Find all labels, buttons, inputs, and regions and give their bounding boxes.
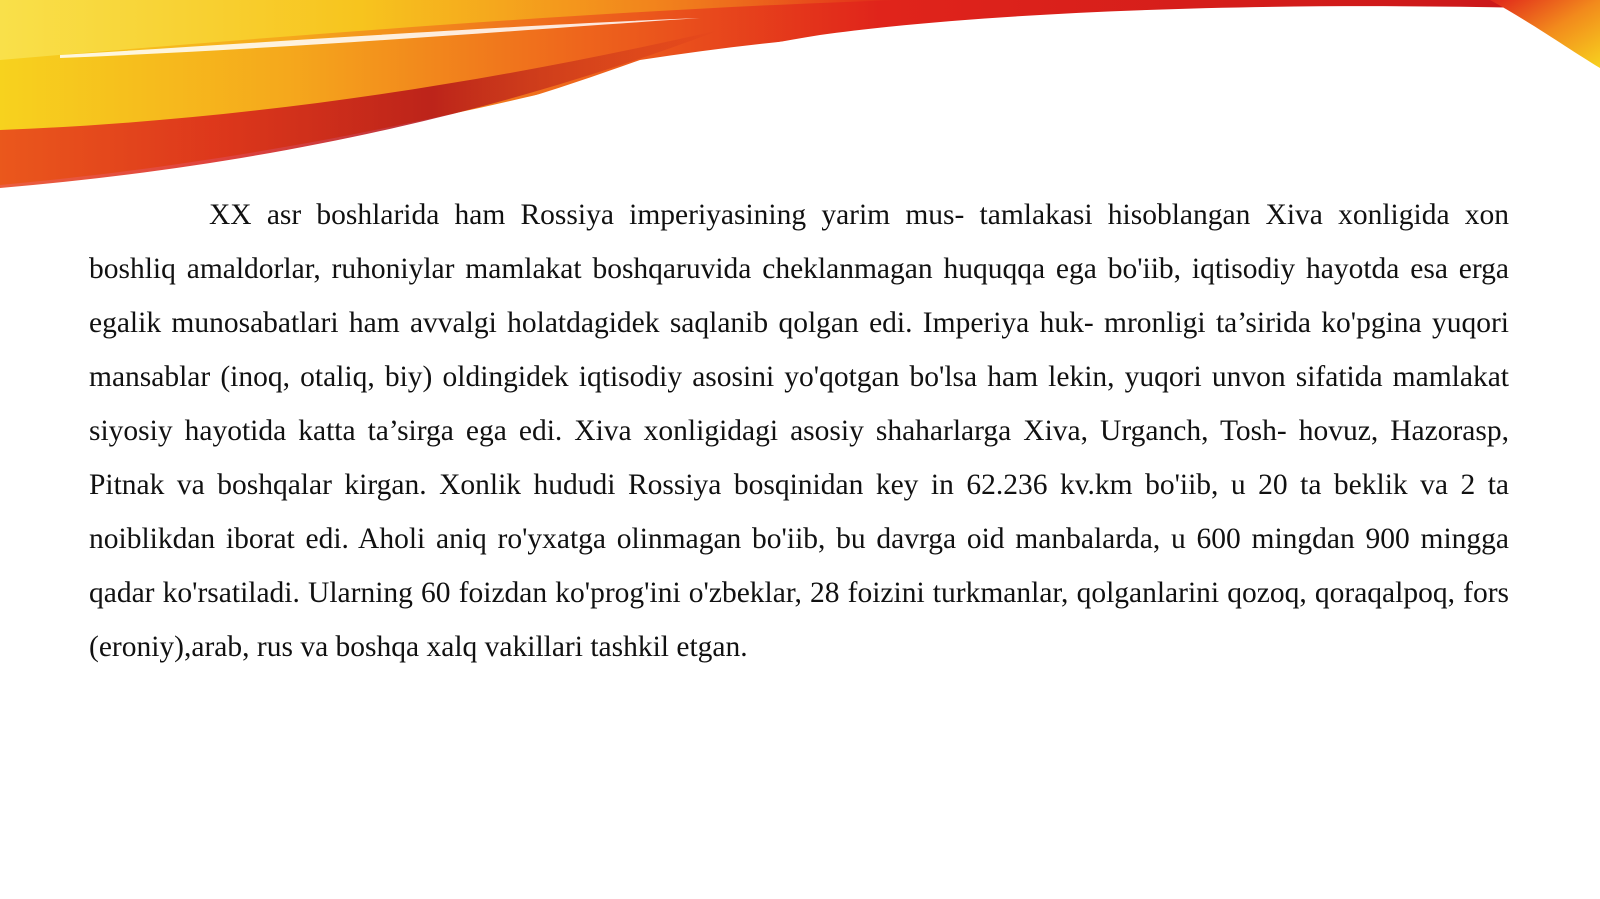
decorative-swoosh-banner (0, 0, 1600, 200)
body-paragraph: XX asr boshlarida ham Rossiya imperiyasining yarim mus- tamlakasi hisoblangan Xiva xonligida xon boshliq amaldorlar, ruhoniylar mamlakat boshqaruvida cheklanmagan huquqqa ega bo'iib, iqtisodiy hayotda esa erga egalik munosabatlari ham avvalgi holatdagidek saqlanib qolgan edi. Imperiya huk- mronligi ta’sirida ko'pgina yuqori mansablar (inoq, otaliq, biy) oldingidek iqtisodiy asosini yo'qotgan bo'lsa ham lekin, yuqori unvon sifatida mamlakat siyosiy hayotida katta ta’sirga ega edi. Xiva xonligidagi asosiy shaharlarga Xiva, Urganch, Tosh- hovuz, Hazorasp, Pitnak va boshqalar kirgan. Xonlik hududi Rossiya bosqinidan key in 62.236 kv.km bo'iib, u 20 ta beklik va 2 ta noiblikdan iborat edi. Aholi aniq ro'yxatga olinmagan bo'iib, bu davrga oid manbalarda, u 600 mingdan 900 mingga qadar ko'rsatiladi. Ularning 60 foizdan ko'prog'ini o'zbeklar, 28 foizini turkmanlar, qolganlarini qozoq, qoraqalpoq, fors (eroniy),arab, rus va boshqa xalq vakillari tashkil etgan. (89, 199, 1509, 663)
